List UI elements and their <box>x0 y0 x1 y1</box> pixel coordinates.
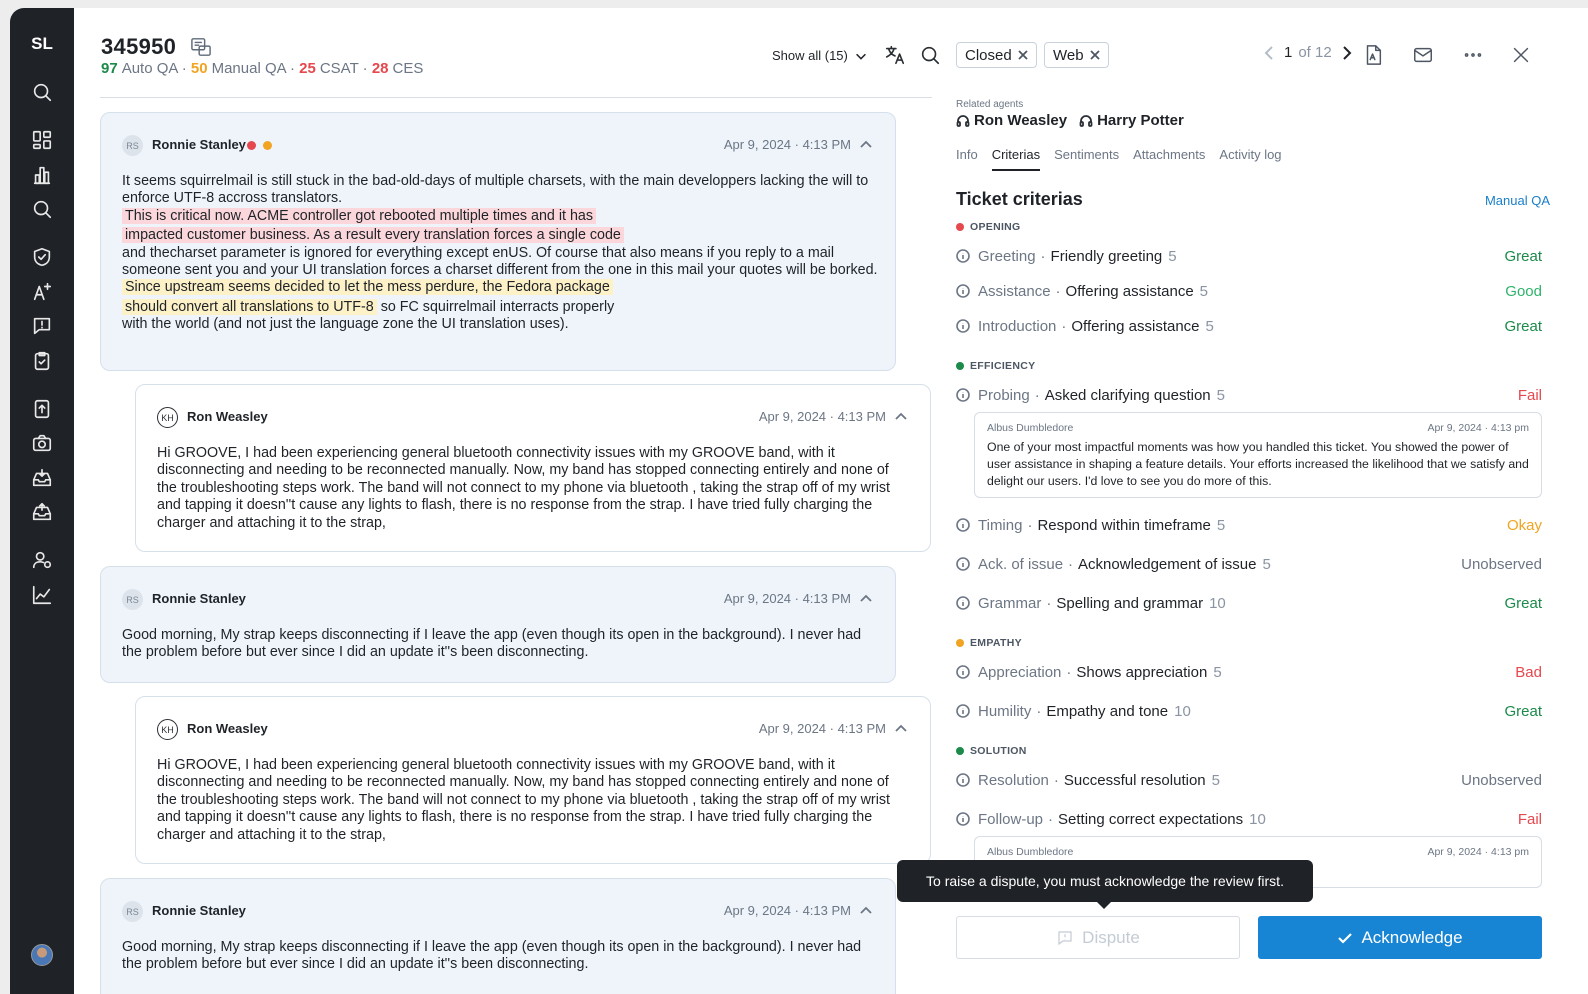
comment-time: Apr 9, 2024 · 4:13 pm <box>1427 422 1529 434</box>
criteria-separator: · <box>1027 516 1033 534</box>
dispute-tooltip: To raise a dispute, you must acknowledge the review first. <box>897 860 1313 902</box>
info-icon[interactable] <box>956 812 970 826</box>
user-settings-icon[interactable] <box>30 548 54 572</box>
group-name: SOLUTION <box>970 745 1027 757</box>
info-icon[interactable] <box>956 596 970 610</box>
sentiment-dots <box>247 141 272 150</box>
criteria-separator: · <box>1034 386 1040 404</box>
criteria-description: Setting correct expectations <box>1058 810 1244 828</box>
sentiment-dot-orange <box>263 141 272 150</box>
info-icon[interactable] <box>956 704 970 718</box>
search-icon[interactable] <box>919 44 943 68</box>
score-separator: · <box>177 60 191 77</box>
review-panel <box>926 8 1588 994</box>
criteria-result[interactable]: Great <box>1504 594 1542 612</box>
criteria-name: Greeting <box>978 247 1036 265</box>
criteria-description: Asked clarifying question <box>1044 386 1211 404</box>
comment-text: One of your most impactful moments was how you handled this ticket. You showed the power of user assistance in shaping a feature details. Your efforts increased the likelihood that we satisfy and delight our users. I'd love to see you do more of this. <box>987 440 1529 488</box>
feedback-icon <box>1056 929 1074 947</box>
info-icon[interactable] <box>956 665 970 679</box>
score-separator: · <box>285 60 300 77</box>
shield-check-icon[interactable] <box>30 245 54 269</box>
criteria-description: Offering assistance <box>1065 282 1194 300</box>
criteria-max-score: 10 <box>1249 810 1266 828</box>
chevron-down-icon <box>854 49 868 63</box>
tooltip-arrow <box>1096 901 1112 909</box>
message-body: Hi GROOVE, I had been experiencing general bluetooth connectivity issues with my GROOVE band, with it disconnecting and needing to be reconnected manually. Now, my band has stopped connecting entirely and none of the troubleshooting steps work. The band will not connect to my phone via bluetooth , taking the strap off of my wrist and tapping it doesn''t cause any lights to flash, there is no response from the strap. I have tried fully charging the charger and attaching it to the strap, <box>157 445 890 531</box>
criteria-row[interactable] <box>956 770 1542 790</box>
user-avatar[interactable] <box>31 944 53 966</box>
criteria-max-score: 5 <box>1213 663 1222 681</box>
acknowledge-button[interactable]: Acknowledge <box>1258 916 1542 959</box>
criteria-description: Empathy and tone <box>1046 702 1169 720</box>
comment-author: Albus Dumbledore <box>987 846 1074 858</box>
ai-document-icon[interactable] <box>1362 44 1386 68</box>
search-icon[interactable] <box>30 80 54 104</box>
criteria-row[interactable] <box>956 701 1542 721</box>
tab-activity-log[interactable]: Activity log <box>1219 147 1282 162</box>
highlight-suggestion[interactable]: should convert all translations to UTF-8 <box>122 299 377 315</box>
group-status-dot <box>956 362 964 370</box>
criteria-group-header <box>956 745 1027 757</box>
message-time: Apr 9, 2024 · 4:13 PM <box>723 591 851 606</box>
avatar: RS <box>122 901 143 922</box>
agent-headset-avatar: KH <box>157 407 178 428</box>
criteria-separator: · <box>1046 594 1052 612</box>
related-agents <box>956 112 1184 129</box>
criteria-result[interactable]: Great <box>1504 702 1542 720</box>
ticket-scores <box>101 60 423 77</box>
criteria-name: Follow-up <box>978 810 1044 828</box>
info-icon[interactable] <box>956 388 970 402</box>
criteria-description: Successful resolution <box>1063 771 1206 789</box>
collapse-chevron-icon[interactable] <box>894 722 908 736</box>
ticket-channel-icon <box>190 37 212 57</box>
criteria-result[interactable]: Great <box>1504 247 1542 265</box>
comment-author: Albus Dumbledore <box>987 422 1074 434</box>
message-author: Ron Weasley <box>187 409 268 424</box>
criteria-separator: · <box>1040 247 1046 265</box>
criteria-row[interactable] <box>956 554 1542 574</box>
criteria-row[interactable] <box>956 316 1542 336</box>
criteria-max-score: 10 <box>1209 594 1226 612</box>
tab-criterias[interactable]: Criterias <box>992 147 1040 171</box>
camera-icon[interactable] <box>30 431 54 455</box>
related-agent[interactable]: Harry Potter <box>1079 112 1184 129</box>
pager-total: of 12 <box>1298 44 1332 61</box>
criteria-max-score: 5 <box>1168 247 1177 265</box>
chevron-left-icon[interactable] <box>1262 45 1278 61</box>
criteria-result[interactable]: Unobserved <box>1461 771 1542 789</box>
group-name: EMPATHY <box>970 637 1022 649</box>
criteria-result[interactable]: Bad <box>1515 663 1542 681</box>
criteria-result[interactable]: Okay <box>1506 516 1542 534</box>
group-status-dot <box>956 639 964 647</box>
criteria-name: Resolution <box>978 771 1049 789</box>
group-status-dot <box>956 223 964 231</box>
criteria-result[interactable]: Fail <box>1517 386 1542 404</box>
inbox-up-icon[interactable] <box>30 500 54 524</box>
tag-web[interactable] <box>1044 42 1109 68</box>
check-icon <box>1337 930 1353 946</box>
section-title: Ticket criterias <box>956 189 1083 209</box>
criteria-name: Humility <box>978 702 1032 720</box>
headset-icon <box>956 114 970 128</box>
collapse-chevron-icon[interactable] <box>859 904 873 918</box>
criteria-separator: · <box>1066 663 1072 681</box>
message-author: Ronnie Stanley <box>152 903 246 918</box>
criteria-separator: · <box>1068 555 1074 573</box>
translate-icon[interactable] <box>884 44 908 68</box>
message-agent <box>135 696 931 864</box>
score-label: Manual QA <box>211 60 286 77</box>
message-time: Apr 9, 2024 · 4:13 PM <box>723 903 851 918</box>
remove-tag-icon[interactable] <box>1090 50 1100 60</box>
show-all-dropdown[interactable] <box>772 48 868 63</box>
criteria-group-header <box>956 360 1035 372</box>
more-icon[interactable] <box>1462 44 1486 68</box>
ticket-id: 345950 <box>101 34 177 59</box>
remove-tag-icon[interactable] <box>1018 50 1028 60</box>
criteria-row[interactable] <box>956 809 1542 829</box>
feedback-icon[interactable] <box>30 314 54 338</box>
info-icon[interactable] <box>956 557 970 571</box>
message-body: Good morning, My strap keeps disconnecting if I leave the app (even though its open in the background). I never had the problem before but ever since I did an update it''s been disconnecting. <box>122 627 862 661</box>
criteria-separator: · <box>1036 702 1042 720</box>
app-window <box>10 8 1588 994</box>
group-name: OPENING <box>970 221 1021 233</box>
criteria-row[interactable] <box>956 515 1542 535</box>
bar-chart-icon[interactable] <box>30 163 54 187</box>
criteria-row[interactable] <box>956 281 1542 301</box>
criteria-max-score: 5 <box>1199 282 1209 300</box>
info-icon[interactable] <box>956 518 970 532</box>
sentiment-dot-red <box>247 141 256 150</box>
criteria-result[interactable]: Great <box>1504 317 1542 335</box>
highlight-critical[interactable]: This is critical now. ACME controller got rebooted multiple times and it has <box>122 208 596 224</box>
dashboard-icon[interactable] <box>30 128 54 152</box>
ticket-pager <box>1262 44 1354 61</box>
criteria-description: Spelling and grammar <box>1056 594 1204 612</box>
qa-mode-link[interactable]: Manual QA <box>1484 193 1550 208</box>
header-divider <box>100 97 932 98</box>
info-icon[interactable] <box>956 773 970 787</box>
criteria-name: Probing <box>978 386 1030 404</box>
info-icon[interactable] <box>956 284 970 298</box>
line-chart-icon[interactable] <box>30 583 54 607</box>
criteria-description: Acknowledgement of issue <box>1078 555 1257 573</box>
message-time: Apr 9, 2024 · 4:13 PM <box>758 409 886 424</box>
message-author: Ron Weasley <box>187 721 268 736</box>
score-label: CSAT <box>319 60 359 77</box>
tab-info[interactable]: Info <box>956 147 978 162</box>
criteria-separator: · <box>1048 810 1054 828</box>
message-customer <box>100 112 896 371</box>
score-value: 50 <box>190 60 208 77</box>
criteria-description: Friendly greeting <box>1050 247 1163 265</box>
collapse-chevron-icon[interactable] <box>859 592 873 606</box>
group-name: EFFICIENCY <box>970 360 1036 372</box>
message-thread <box>100 112 932 994</box>
criteria-group-header <box>956 221 1021 233</box>
close-icon[interactable] <box>1510 44 1534 68</box>
score-separator: · <box>358 60 372 77</box>
message-author: Ronnie Stanley <box>152 137 246 152</box>
headset-icon <box>1079 114 1093 128</box>
inbox-down-icon[interactable] <box>30 466 54 490</box>
message-body: Good morning, My strap keeps disconnecting if I leave the app (even though its open in the background). I never had the problem before but ever since I did an update it''s been disconnecting. <box>122 939 862 973</box>
criteria-max-score: 5 <box>1262 555 1271 573</box>
criteria-separator: · <box>1055 282 1061 300</box>
app-logo: SL <box>31 34 53 53</box>
score-label: CES <box>392 60 424 77</box>
comment-time: Apr 9, 2024 · 4:13 pm <box>1427 846 1529 858</box>
show-all-label: Show all (15) <box>772 48 848 63</box>
criteria-description: Respond within timeframe <box>1037 516 1211 534</box>
tag-label: Closed <box>965 46 1012 64</box>
info-icon[interactable] <box>956 319 970 333</box>
related-agent[interactable]: Ron Weasley <box>956 112 1067 129</box>
tag-closed[interactable] <box>956 42 1037 68</box>
score-value: 28 <box>371 60 389 77</box>
highlight-critical[interactable]: impacted customer business. As a result every translation forces a single code <box>122 227 624 243</box>
score-label: Auto QA <box>121 60 178 77</box>
criteria-group-header <box>956 637 1022 649</box>
panel-tabs <box>956 147 1282 171</box>
upload-icon[interactable] <box>30 397 54 421</box>
chevron-right-icon[interactable] <box>1338 45 1354 61</box>
criteria-description: Shows appreciation <box>1076 663 1208 681</box>
criteria-row[interactable] <box>956 662 1542 682</box>
mail-icon[interactable] <box>1412 44 1436 68</box>
criteria-name: Grammar <box>978 594 1042 612</box>
criteria-row[interactable] <box>956 593 1542 613</box>
criteria-description: Offering assistance <box>1071 317 1200 335</box>
criteria-max-score: 5 <box>1216 516 1226 534</box>
score-value: 97 <box>101 60 118 77</box>
criteria-separator: · <box>1053 771 1059 789</box>
avatar: RS <box>122 135 143 156</box>
message-customer <box>100 566 896 683</box>
group-status-dot <box>956 747 964 755</box>
clipboard-check-icon[interactable] <box>30 349 54 373</box>
collapse-chevron-icon[interactable] <box>894 410 908 424</box>
tab-attachments[interactable]: Attachments <box>1133 147 1206 162</box>
criteria-result[interactable]: Unobserved <box>1461 555 1542 573</box>
related-agents-label: Related agents <box>956 99 1024 110</box>
criteria-result[interactable]: Fail <box>1517 810 1542 828</box>
agent-headset-avatar: KH <box>157 719 178 740</box>
avatar: RS <box>122 589 143 610</box>
tab-sentiments[interactable]: Sentiments <box>1054 147 1120 162</box>
criteria-name: Ack. of issue <box>978 555 1064 573</box>
ai-sparkle-icon[interactable] <box>30 280 54 304</box>
criteria-name: Timing <box>978 516 1023 534</box>
score-value: 25 <box>299 60 316 77</box>
message-body: Hi GROOVE, I had been experiencing general bluetooth connectivity issues with my GROOVE band, with it disconnecting and needing to be reconnected manually. Now, my band has stopped connecting entirely and none of the troubleshooting steps work. The band will not connect to my phone via bluetooth , taking the strap off of my wrist and tapping it doesn''t cause any lights to flash, there is no response from the strap. I have tried fully charging the charger and attaching it to the strap, <box>157 757 890 843</box>
criteria-max-score: 10 <box>1174 702 1191 720</box>
criteria-row[interactable] <box>956 246 1542 266</box>
message-author: Ronnie Stanley <box>152 591 246 606</box>
info-icon[interactable] <box>956 249 970 263</box>
criteria-max-score: 5 <box>1205 317 1214 335</box>
message-time: Apr 9, 2024 · 4:13 PM <box>723 137 851 152</box>
criteria-row[interactable] <box>956 385 1542 405</box>
sidebar <box>10 8 74 994</box>
message-time: Apr 9, 2024 · 4:13 PM <box>758 721 886 736</box>
criteria-name: Assistance <box>978 282 1051 300</box>
conversation-pane <box>74 8 952 994</box>
message-body: It seems squirrelmail is still stuck in the bad-old-days of multiple charsets, with the main developpers lacking the will to enforce UTF-8 accross translators. This is critical now. ACME controller got rebooted multiple times and it has impacted customer business. As a result every translation forces a single code and thecharset parameter is ignored for everything except enUS. Of course that also means if you reply to a mail someone sent you and your UI translation forces a charset different from the one in this mail your quotes will be borked. Since upstream seems decided to let the mess perdure, the Fedora package should convert all translations to UTF-8 so FC squirrelmail interracts properly with the world (and not just the language zone the UI translation uses). <box>122 173 878 333</box>
pager-current: 1 <box>1284 44 1293 61</box>
dispute-button[interactable]: Dispute <box>956 916 1240 959</box>
criteria-max-score: 5 <box>1216 386 1225 404</box>
message-agent <box>135 384 931 552</box>
criteria-name: Introduction <box>978 317 1057 335</box>
tag-label: Web <box>1053 46 1084 64</box>
search-icon[interactable] <box>30 197 54 221</box>
criteria-max-score: 5 <box>1211 771 1220 789</box>
highlight-suggestion[interactable]: Since upstream seems decided to let the mess perdure, the Fedora package <box>122 279 613 295</box>
reviewer-comment <box>974 412 1542 498</box>
collapse-chevron-icon[interactable] <box>859 138 873 152</box>
criteria-separator: · <box>1061 317 1067 335</box>
criteria-result[interactable]: Good <box>1505 282 1542 300</box>
criteria-name: Appreciation <box>978 663 1062 681</box>
message-customer <box>100 878 896 994</box>
